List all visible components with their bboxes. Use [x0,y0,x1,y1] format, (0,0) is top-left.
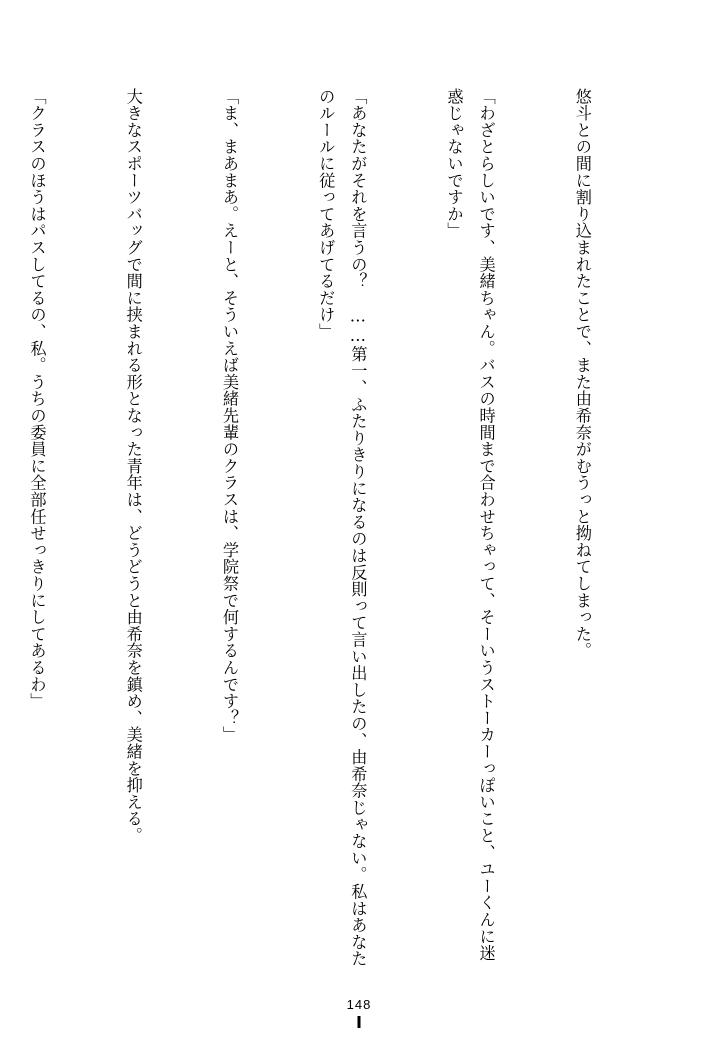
paragraph: 大きなスポーツバッグで間に挟まれる形となった青年は、どうどうと由希奈を鎮め、美緒を抑える。 [123,88,143,844]
page-body-text [27,88,662,968]
page-number: 148 [346,997,372,1012]
paragraph: 「わざとらしいです、美緒ちゃん。バスの時間まで合わせちゃって、そーいうストーカーっぽいこと、ユーくんに迷惑じゃないですか」 [444,88,496,962]
paragraph: 「あなたがそれを言うの？ ……第一、ふたりきりになるのは反則って言い出したの、由希奈じゃない。私はあなたのルールに従ってあげてるだけ」 [316,88,368,968]
page-footer-mark [358,1016,361,1028]
paragraph: 悠斗との間に割り込まれたことで、また由希奈がむうっと拗ねてしまった。 [572,88,592,660]
paragraph: 「ま、まあまあ。えーと、そういえば美緒先輩のクラスは、学院祭で何するんです？」 [219,88,239,744]
paragraph: 「クラスのほうはパスしてるの、私。うちの委員に全部任せっきりにしてあるわ」 [27,88,47,710]
